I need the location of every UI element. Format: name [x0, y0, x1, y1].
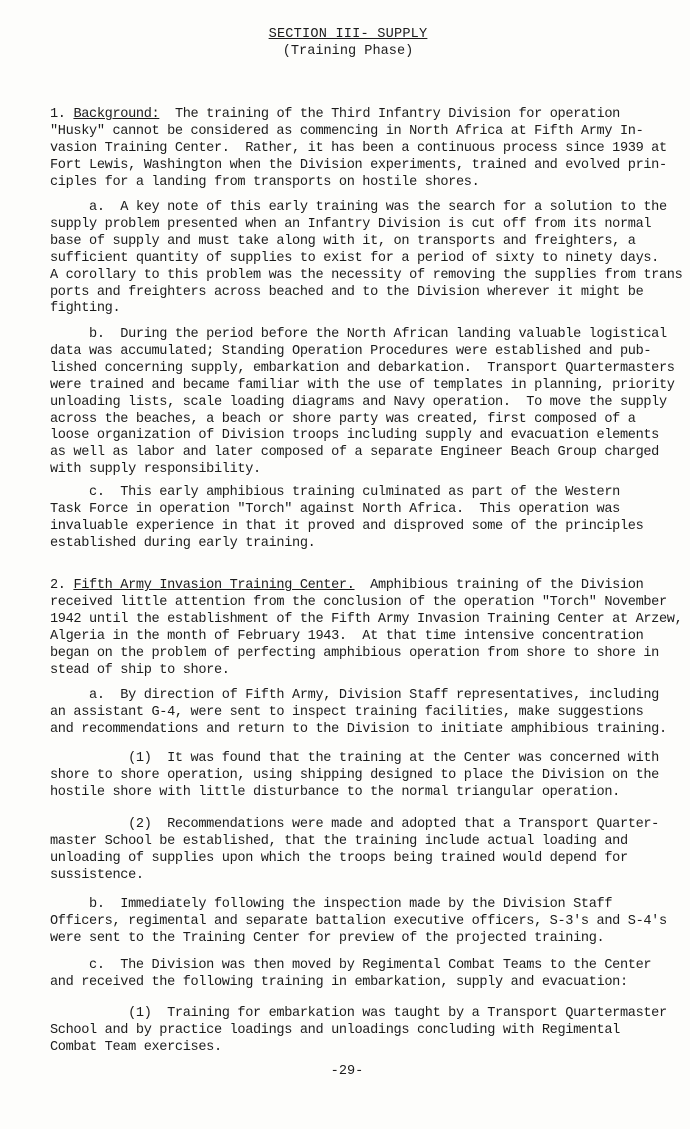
paragraph-heading: Background:: [73, 107, 160, 122]
paragraph-2b: b. Immediately following the inspection made by the Division Staff Officers, regimental and separate battalion executive officers, S-3's and S-4's were sent to the Training Center for preview of the projected training.: [50, 897, 667, 946]
paragraph-text: The training of the Third Infantry Division for operation: [159, 107, 620, 122]
paragraph-text: received little attention from the conclusion of the operation "Torch" November 1942 until the establishment of the Fifth Army Invasion Training Center at Arzew, Algeria in the month of February 1943. At that time intensive concentration began on the problem of perfecting amphibious operation from shore to shore in stead of ship to shore.: [50, 594, 683, 678]
paragraph-2a: a. By direction of Fifth Army, Division Staff representatives, including an assistant G-4, were sent to inspect training facilities, make suggestions and recommendations and return to the Division to initiate amphibious training.: [50, 688, 667, 737]
paragraph-text: "Husky" cannot be considered as commencing in North Africa at Fifth Army In- vasion Training Center. Rather, it has been a continuous process since 1939 at Fort Lewis, Washington when the Division experiments, trained and evolved prin- ciples for a landing from transports on hostile shores.: [50, 123, 667, 190]
paragraph-2a-2: (2) Recommendations were made and adopted that a Transport Quarter- master School be established, that the training include actual loading and unloading of supplies upon which the troops being trained would depend for sussistence.: [50, 817, 659, 883]
paragraph-2c-1: (1) Training for embarkation was taught by a Transport Quartermaster School and by practice loadings and unloadings concluding with Regimental Combat Team exercises.: [50, 1006, 667, 1055]
paragraph-2-training-center: [50, 578, 683, 679]
paragraph-2a-1: (1) It was found that the training at the Center was concerned with shore to shore operation, using shipping designed to place the Division on the hostile shore with little disturbance to the normal triangular operation.: [50, 751, 659, 800]
section-subtitle: (Training Phase): [282, 43, 414, 59]
paragraph-number: 1.: [50, 107, 66, 122]
paragraph-text: Amphibious training of the Division: [354, 578, 644, 593]
page-number: -29-: [330, 1064, 364, 1079]
section-title: SECTION III- SUPPLY: [268, 27, 428, 42]
paragraph-1a: a. A key note of this early training was the search for a solution to the supply problem presented when an Infantry Division is cut off from its normal base of supply and must take along with it, on transports and freighters, a sufficient quantity of supplies to exist for a period of sixty to ninety days. A corollary to this problem was the necessity of removing the supplies from trans ports and freighters across beached and to the Division wherever it might be fighting.: [50, 200, 683, 317]
paragraph-heading: Fifth Army Invasion Training Center.: [73, 578, 355, 593]
paragraph-1c: c. This early amphibious training culminated as part of the Western Task Force in operation "Torch" against North Africa. This operation was invaluable experience in that it proved and disproved some of the principles established during early training.: [50, 485, 644, 551]
paragraph-1b: b. During the period before the North African landing valuable logistical data was accumulated; Standing Operation Procedures were established and pub- lished concerning supply, embarkation and debarkation. Transport Quartermasters were trained and became familiar with the use of templates in planning, priority unloading lists, scale loading diagrams and Navy operation. To move the supply across the beaches, a beach or shore party was created, first composed of a loose organization of Division troops including supply and evacuation elements as well as labor and later composed of a separate Engineer Beach Group charged with supply responsibility.: [50, 327, 675, 478]
paragraph-1-background: [50, 107, 675, 192]
paragraph-number: 2.: [50, 578, 66, 593]
paragraph-2c: c. The Division was then moved by Regimental Combat Teams to the Center and received the following training in embarkation, supply and evacuation:: [50, 958, 652, 990]
section-header: [3, 27, 690, 61]
